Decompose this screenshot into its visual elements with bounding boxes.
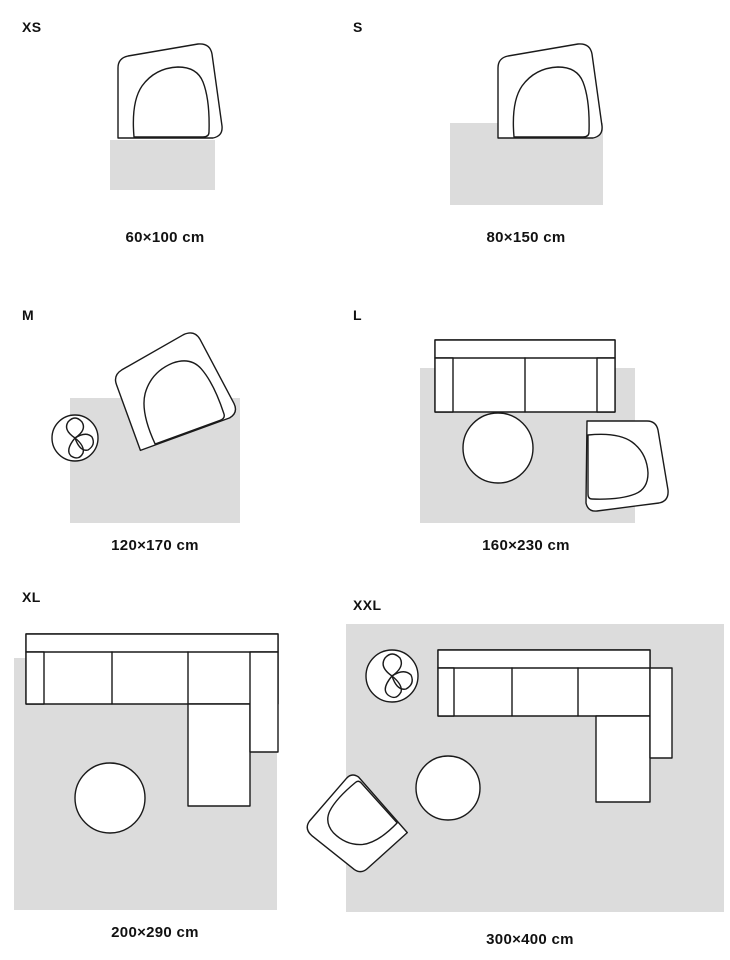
- round-coffee-table-l: [463, 413, 533, 483]
- size-label-m: M: [22, 307, 35, 323]
- illustration-svg-xs: [0, 30, 330, 200]
- size-label-xxl: XXL: [353, 597, 382, 613]
- armchair-xs: [118, 44, 222, 138]
- illustration-s: [330, 30, 730, 210]
- sofa-l: [435, 340, 615, 412]
- illustration-l: [330, 318, 730, 528]
- size-label-xl: XL: [22, 589, 41, 605]
- armchair-l: [586, 421, 668, 511]
- illustration-svg-xxl: [330, 620, 730, 920]
- illustration-svg-m: [0, 318, 330, 518]
- size-cell-xl: [0, 580, 330, 960]
- size-cell-xs: [0, 0, 330, 260]
- rug-shape-xs: [110, 140, 215, 190]
- illustration-svg-s: [330, 30, 730, 210]
- illustration-svg-l: [330, 318, 730, 528]
- round-coffee-table-xl: [75, 763, 145, 833]
- dimension-label-xl: 200×290 cm: [111, 924, 199, 941]
- armchair-s: [498, 44, 602, 138]
- dimension-label-m: 120×170 cm: [111, 537, 199, 554]
- round-coffee-table-xxl: [416, 756, 480, 820]
- illustration-xs: [0, 30, 330, 200]
- dimension-label-xs: 60×100 cm: [125, 229, 205, 246]
- dimension-label-l: 160×230 cm: [482, 537, 570, 554]
- size-cell-xxl: [330, 580, 730, 960]
- size-cell-s: [330, 0, 730, 260]
- illustration-xl: [0, 620, 330, 910]
- size-cell-l: [330, 290, 730, 570]
- size-label-l: L: [353, 307, 362, 323]
- illustration-m: [0, 318, 330, 518]
- illustration-svg-xl: [0, 620, 330, 910]
- side-table-m: [52, 415, 98, 461]
- illustration-xxl: [330, 620, 730, 920]
- dimension-label-xxl: 300×400 cm: [486, 931, 574, 948]
- side-table-xxl: [366, 650, 418, 702]
- size-cell-m: [0, 290, 330, 570]
- dimension-label-s: 80×150 cm: [486, 229, 566, 246]
- size-label-xs: XS: [22, 19, 42, 35]
- size-label-s: S: [353, 19, 363, 35]
